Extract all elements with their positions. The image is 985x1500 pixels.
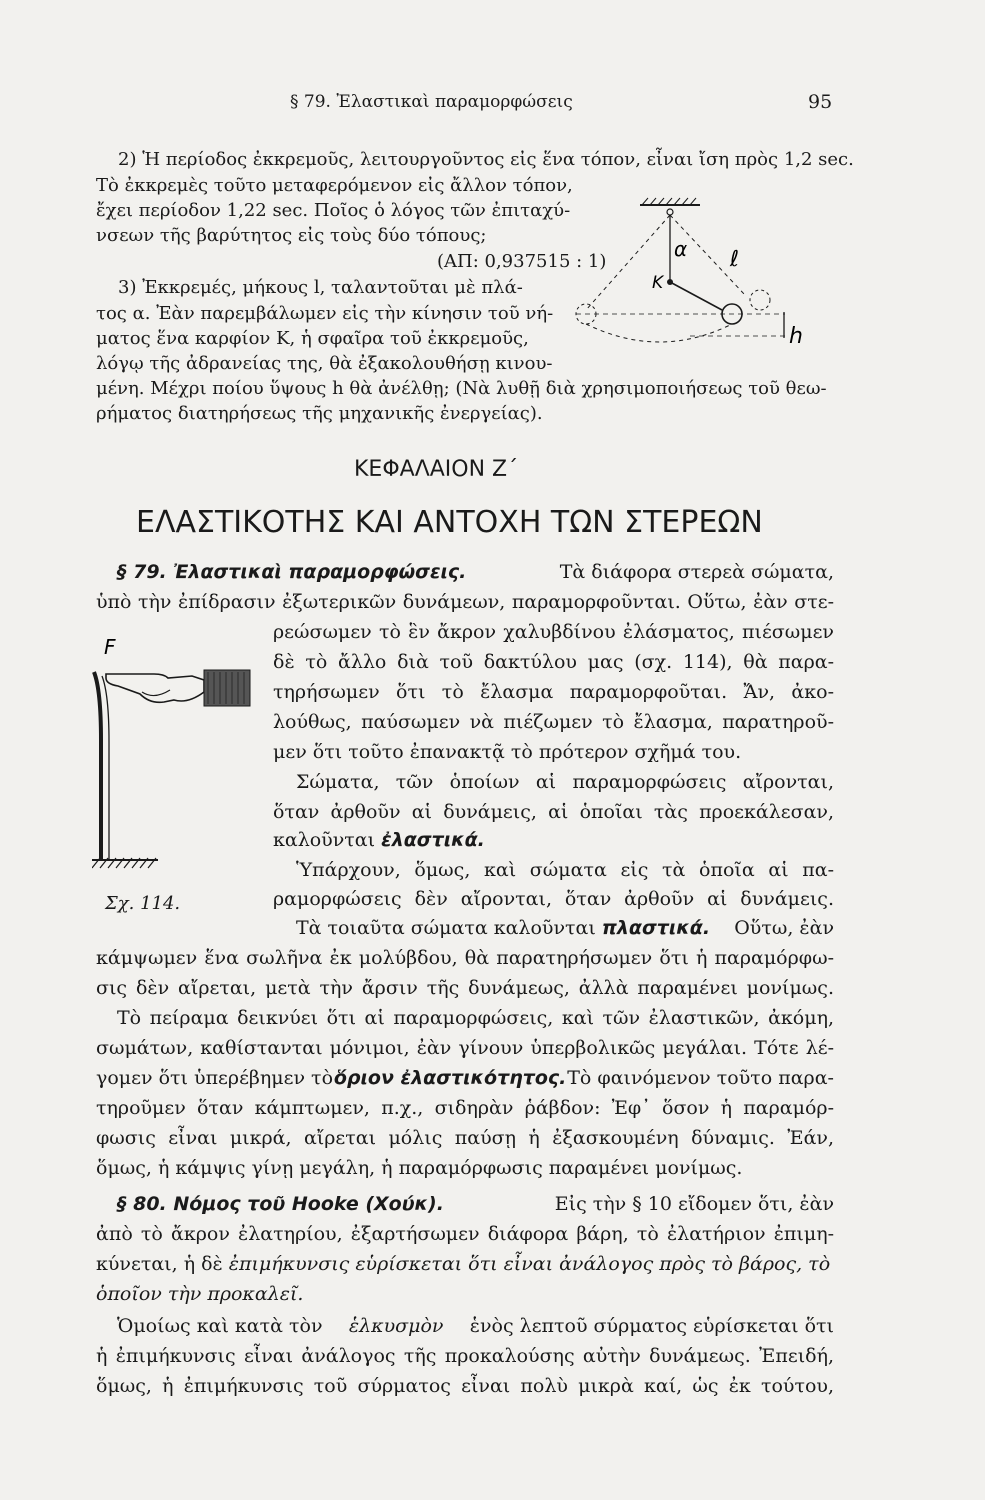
term-plastic: πλαστικά. (601, 917, 711, 939)
section-79-line: Σώματα, τῶν ὁποίων αἱ παραμορφώσεις αἴρονται, (296, 771, 834, 793)
left-string-dashed (586, 215, 670, 310)
problem-3-line: ματος ἕνα καρφίον K, ἡ σφαῖρα τοῦ ἐκκρεμοῦς, (96, 328, 529, 349)
section-79-heading: § 79. Ἐλαστικαὶ παραμορφώσεις. (117, 561, 467, 583)
problem-2-answer: (ΑΠ: 0,937515 : 1) (437, 251, 607, 272)
section-79-text: Τὸ φαινόμενον τοῦτο παρα- (567, 1067, 834, 1089)
section-79-text: Τὰ διάφορα στερεὰ σώματα, (559, 561, 834, 583)
problem-2-line: 2) Ἡ περίοδος ἐκκρεμοῦς, λειτουργοῦντος εἰς ἕνα τόπον, εἶναι ἴση πρὸς 1,2 sec. (118, 149, 854, 170)
nail-K (667, 279, 673, 285)
chapter-label: ΚΕΦΑΛΑΙΟΝ Ζ΄ (354, 457, 519, 482)
section-79-line: σις δὲν αἴρεται, μετὰ τὴν ἄρσιν τῆς δυνάμεως, ἀλλὰ παραμένει μονίμως. (96, 977, 834, 999)
label-F: F (104, 635, 116, 659)
section-80-line: ἡ ἐπιμήκυνσις εἶναι ἀνάλογος τῆς προκαλούσης αὐτὴν δυνάμεως. Ἐπειδή, (96, 1345, 834, 1367)
section-79-text: καλοῦνται (273, 829, 376, 851)
section-79-line: μεν ὅτι τοῦτο ἐπανακτᾷ τὸ πρότερον σχῆμά του. (273, 741, 742, 763)
term-elastic: ἐλαστικά. (381, 829, 485, 851)
section-79-line: σωμάτων, καθίστανται μόνιμοι, ἐὰν γίνουν ὑπερβολικῶς μεγάλαι. Τότε λέ- (96, 1037, 834, 1059)
bob-right-dashed (750, 290, 770, 310)
section-80-italic: ὁποῖον τὴν προκαλεῖ. (96, 1283, 304, 1305)
pendulum-figure (570, 190, 850, 360)
problem-3-line: ρήματος διατηρήσεως τῆς μηχανικῆς ἐνεργείας). (96, 403, 543, 424)
section-79-line: ρεώσωμεν τὸ ἓν ἄκρον χαλυβδίνου ἐλάσματος, πιέσωμεν (273, 621, 834, 643)
section-79-line: Ὑπάρχουν, ὅμως, καὶ σώματα εἰς τὰ ὁποῖα αἱ πα- (296, 859, 834, 881)
section-79-text: γομεν ὅτι ὑπερέβημεν τὸ (96, 1067, 334, 1089)
section-80-heading: § 80. Νόμος τοῦ Hooke (Χούκ). (117, 1193, 444, 1215)
pivot (667, 209, 673, 215)
problem-3-line: τος α. Ἐὰν παρεμβάλωμεν εἰς τὴν κίνησιν τοῦ νή- (96, 303, 554, 324)
section-79-text: Τὰ τοιαῦτα σώματα καλοῦνται (296, 917, 596, 939)
ceiling-hatch (642, 198, 696, 205)
problem-2-line: Τὸ ἐκκρεμὲς τοῦτο μεταφερόμενον εἰς ἄλλον τόπον, (96, 175, 573, 196)
label-alpha: α (674, 237, 688, 261)
lower-string (670, 282, 722, 310)
problem-3-line: λόγῳ τῆς ἀδρανείας της, θὰ ἐξακολουθήσῃ κινου- (96, 353, 553, 374)
section-80-text: κύνεται, ἡ δὲ (96, 1253, 223, 1275)
page-number: 95 (808, 91, 833, 113)
term-elastic-limit: ὅριον ἐλαστικότητος. (333, 1067, 567, 1089)
section-79-line (273, 828, 485, 852)
steel-blade (94, 672, 101, 860)
section-80-line (117, 1314, 834, 1338)
section-80-text: Εἰς τὴν § 10 εἴδομεν ὅτι, ἐὰν (554, 1193, 834, 1215)
label-h: h (789, 324, 803, 349)
label-K: K (652, 273, 664, 293)
section-80-text: ἑνὸς λεπτοῦ σύρματος εὑρίσκεται ὅτι (469, 1315, 834, 1337)
section-79-line: ὑπὸ τὴν ἐπίδρασιν ἐξωτερικῶν δυνάμεων, παραμορφοῦνται. Οὕτω, ἐὰν στε- (96, 591, 834, 613)
problem-2-line: ἔχει περίοδον 1,22 sec. Ποῖος ὁ λόγος τῶν ἐπιταχύ- (96, 200, 571, 221)
section-80-line (96, 1282, 303, 1306)
section-79-line (296, 916, 834, 940)
section-79-line: δὲ τὸ ἄλλο διὰ τοῦ δακτύλου μας (σχ. 114), θὰ παρα- (273, 651, 834, 673)
section-79-line: τηρήσωμεν ὅτι τὸ ἔλασμα παραμορφοῦται. Ἄν, ἀκο- (273, 681, 834, 703)
section-79-line: φωσις εἶναι μικρά, αἴρεται μόλις παύσῃ ἡ ἐξασκουμένη δύναμις. Ἐάν, (96, 1127, 834, 1149)
section-80-line (96, 1252, 834, 1276)
section-80-italic: ἐπιμήκυνσις εὑρίσκεται ὅτι εἶναι ἀνάλογος πρὸς τὸ βάρος, τὸ (228, 1253, 831, 1275)
section-80-italic: ἑλκυσμὸν (348, 1315, 444, 1337)
section-80-text: Ὁμοίως καὶ κατὰ τὸν (117, 1315, 323, 1337)
running-header: § 79. Ἐλαστικαὶ παραμορφώσεις (290, 92, 573, 112)
section-79-line: κάμψωμεν ἕνα σωλῆνα ἐκ μολύβδου, θὰ παρατηρήσωμεν ὅτι ἡ παραμόρφω- (96, 947, 834, 969)
problem-2-line: νσεων τῆς βαρύτητος εἰς τοὺς δύο τόπους; (96, 225, 487, 246)
figure-114 (92, 630, 272, 890)
section-80-line: ἀπὸ τὸ ἄκρον ἐλατηρίου, ἐξαρτήσωμεν διάφορα βάρη, τὸ ἐλατήριον ἐπιμη- (96, 1223, 834, 1245)
section-79-line: Τὸ πείραμα δεικνύει ὅτι αἱ παραμορφώσεις, καὶ τῶν ἐλαστικῶν, ἀκόμη, (117, 1007, 834, 1029)
label-l: ℓ (730, 247, 740, 272)
arc-path (586, 324, 732, 342)
section-79-line: ὅμως, ἡ κάμψις γίνῃ μεγάλη, ἡ παραμόρφωσις παραμένει μονίμως. (96, 1157, 743, 1179)
figure-114-caption: Σχ. 114. (105, 893, 181, 914)
section-79-text: Οὕτω, ἐὰν (734, 917, 834, 939)
section-79-first-line (117, 560, 834, 584)
section-80-line: ὅμως, ἡ ἐπιμήκυνσις τοῦ σύρματος εἶναι πολὺ μικρὰ καί, ὡς ἐκ τούτου, (96, 1375, 834, 1397)
chapter-title: ΕΛΑΣΤΙΚΟΤΗΣ ΚΑΙ ΑΝΤΟΧΗ ΤΩΝ ΣΤΕΡΕΩΝ (136, 505, 763, 540)
section-79-line: λούθως, παύσωμεν νὰ πιέζωμεν τὸ ἔλασμα, παρατηροῦ- (273, 711, 834, 733)
section-79-line (96, 1066, 834, 1090)
section-79-line: τηροῦμεν ὅταν κάμπτωμεν, π.χ., σιδηρὰν ῥάβδον: Ἐφ᾿ ὅσον ἡ παραμόρ- (96, 1097, 834, 1119)
section-79-line: ὅταν ἀρθοῦν αἱ δυνάμεις, αἱ ὁποῖαι τὰς προεκάλεσαν, (273, 801, 834, 823)
problem-3-line: 3) Ἐκκρεμές, μήκους l, ταλαντοῦται μὲ πλά- (118, 277, 523, 298)
problem-3-line: μένη. Μέχρι ποίου ὕψους h θὰ ἀνέλθῃ; (Νὰ λυθῇ διὰ χρησιμοποιήσεως τοῦ θεω- (96, 378, 827, 399)
hand-icon (106, 670, 250, 706)
section-79-line: ραμορφώσεις δὲν αἴρονται, ὅταν ἀρθοῦν αἱ δυνάμεις. (273, 888, 834, 910)
section-80-first-line (117, 1192, 834, 1216)
blade-edge (102, 676, 109, 860)
